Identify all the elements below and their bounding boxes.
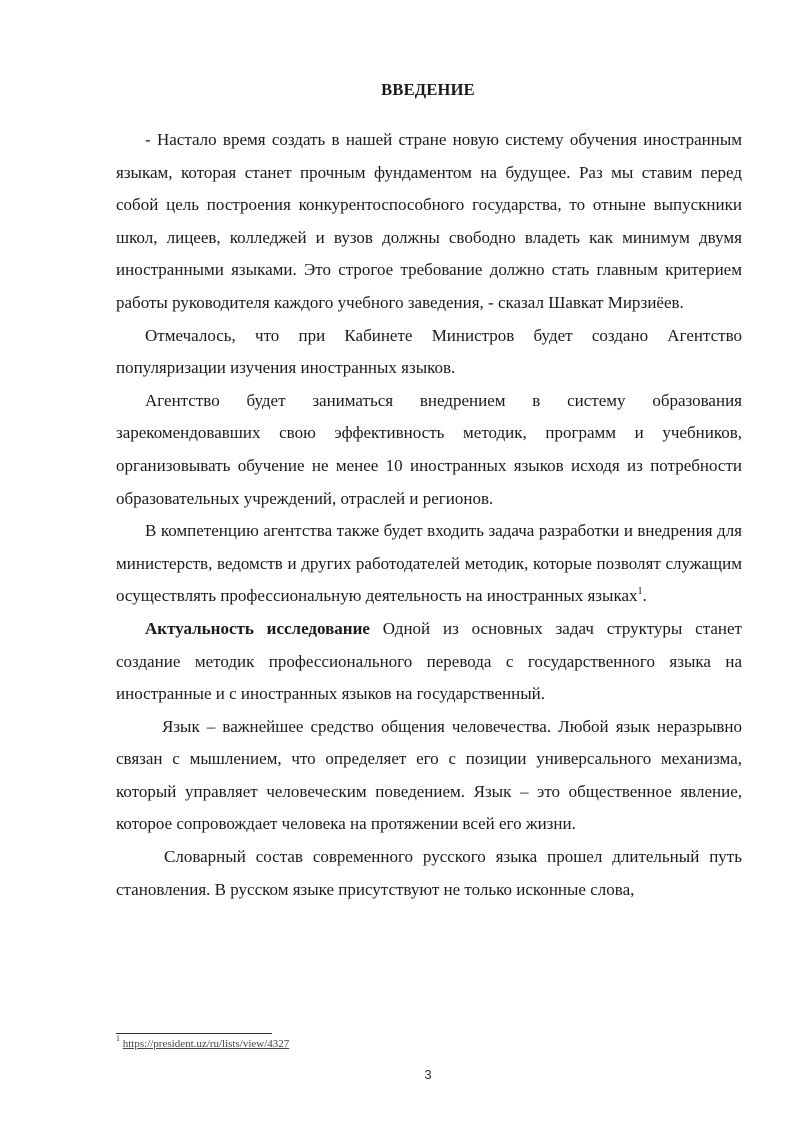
paragraph-7: Словарный состав современного русского языка прошел длительный путь становления. В русском языке присутствуют не только исконные слова, (116, 847, 742, 899)
paragraph-4-text: В компетенцию агентства также будет входить задача разработки и внедрения для министерств, ведомств и других работодателей методик, которые позволят служащим осуществлять профессиональную деятельность на иностранных языках (116, 521, 742, 606)
paragraph-5-text: Одной из основных задач структуры станет создание методик профессионального перевода с государственного языка на иностранные и с иностранных языков на государственный. (116, 618, 742, 704)
footnote-reference[interactable]: 1 (637, 585, 643, 597)
footnote (116, 1034, 290, 1050)
page-title: ВВЕДЕНИЕ (381, 80, 475, 99)
footnote-divider (116, 1033, 272, 1034)
paragraph-5 (116, 613, 742, 711)
paragraph-4: В компетенцию агентства также будет входить задача разработки и внедрения для министерств, ведомств и других работодателей методик, которые позволят служащим осуществлять профессиональную деятельность на иностранных языках$^1$. (116, 521, 742, 606)
body-text (116, 124, 742, 906)
paragraph-6: Язык – важнейшее средство общения человечества. Любой язык неразрывно связан с мышлением, что определяет его с позиции универсального механизма, который управляет человеческим поведением. Язык – это общественное явление, которое сопровождает человека на протяжении всей его жизни. (116, 716, 742, 834)
paragraph-3: Агентство будет заниматься внедрением в систему образования зарекомендовавших свою эффективность методик, программ и учебников, организовывать обучение не менее 10 иностранных языков исходя из потребности образовательных учреждений, отраслей и регионов. (116, 390, 742, 508)
footnote-marker: 1 (116, 1034, 120, 1044)
paragraph-1: - Настало время создать в нашей стране новую систему обучения иностранным языкам, которая станет прочным фундаментом на будущее. Раз мы ставим перед собой цель построения конкурентоспособного государства, то отныне выпускники школ, лицеев, колледжей и вузов должны свободно владеть как минимум двумя иностранными языками. Это строгое требование должно стать главным критерием работы руководителя каждого учебного заведения, - сказал Шавкат Мирзиёев. (116, 130, 742, 312)
footnote-link[interactable]: https://president.uz/ru/lists/view/4327 (122, 1038, 290, 1050)
relevance-heading: Актуальность исследование (145, 618, 370, 638)
page-number: 3 (424, 1067, 432, 1082)
paragraph-2: Отмечалось, что при Кабинете Министров будет создано Агентство популяризации изучения иностранных языков. (116, 325, 742, 378)
